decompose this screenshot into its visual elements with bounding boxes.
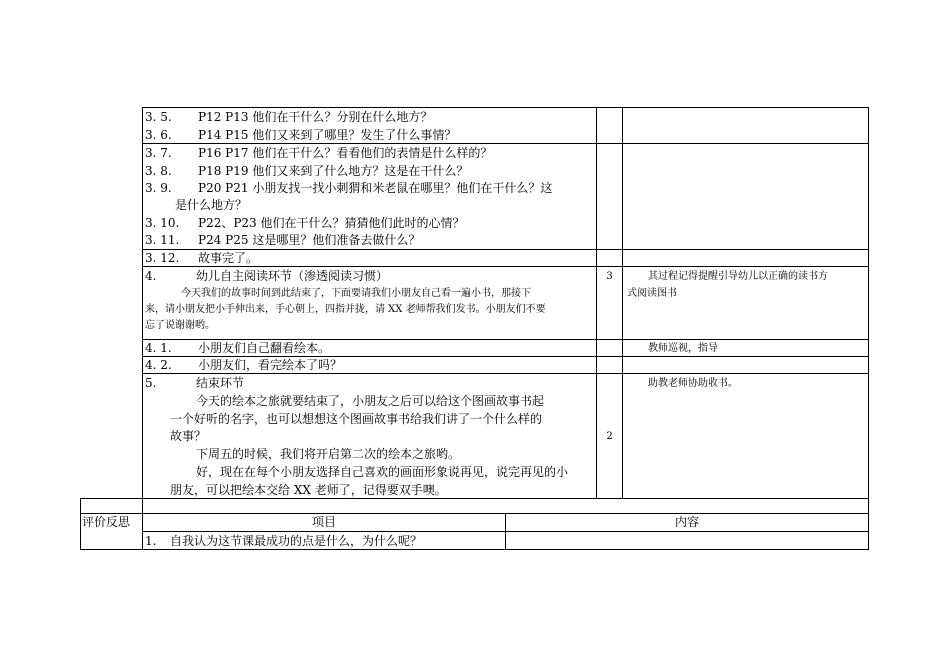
section-paragraph: 故事？ xyxy=(170,429,207,443)
section-paragraph: 今天我们的故事时间到此结束了，下面要请我们小朋友自己看一遍小书，那接下 xyxy=(181,288,531,299)
section-number: 4. xyxy=(145,269,157,283)
section-paragraph: 来，请小朋友把小手伸出来，手心朝上，四指并拢，请 XX 老师帮我们发书。小朋友们不要 xyxy=(145,304,546,315)
step-text: P22、P23 他们在干什么？猜猜他们此时的心情？ xyxy=(198,216,465,230)
section-paragraph: 一个好听的名字，也可以想想这个图画故事书给我们讲了一个什么样的 xyxy=(170,412,543,426)
section-title: 结束环节 xyxy=(196,376,245,390)
teacher-note: 助教老师协助收书。 xyxy=(648,378,738,389)
step-number: 3. 11. xyxy=(145,233,180,247)
section-title: 幼儿自主阅读环节（渗透阅读习惯） xyxy=(196,269,389,283)
step-text: P20 P21 小朋友找一找小刺猬和米老鼠在哪里？他们在干什么？这 xyxy=(198,181,553,195)
step-number: 4. 2. xyxy=(145,358,172,372)
row-divider xyxy=(142,266,869,267)
section-paragraph: 忘了说谢谢哟。 xyxy=(145,320,215,331)
section-paragraph: 好，现在在每个小朋友选择自己喜欢的画面形象说再见，说完再见的小 xyxy=(196,465,569,479)
step-text: P18 P19 他们又来到了什么地方？这是在干什么？ xyxy=(198,164,469,178)
table-top-border xyxy=(142,107,869,108)
row-divider xyxy=(142,373,869,374)
step-number: 3. 7. xyxy=(145,146,172,160)
col-divider xyxy=(142,107,143,550)
column-header-content: 内容 xyxy=(674,515,699,529)
col-divider xyxy=(80,498,81,550)
section-paragraph: 朋友，可以把绘本交给 XX 老师了，记得要双手噢。 xyxy=(170,483,447,497)
step-number: 3. 12. xyxy=(145,251,180,265)
step-text: P16 P17 他们在干什么？看看他们的表情是什么样的？ xyxy=(198,146,493,160)
step-text: P14 P15 他们又来到了哪里？发生了什么事情？ xyxy=(198,128,457,142)
step-number: 3. 9. xyxy=(145,181,172,195)
row-divider xyxy=(142,143,869,144)
step-text: 小朋友们自己翻看绘本。 xyxy=(198,341,331,355)
question-number: 1. xyxy=(145,534,157,548)
step-text-continued: 是什么地方？ xyxy=(175,198,248,212)
section-paragraph: 今天的绘本之旅就要结束了，小朋友之后可以给这个图画故事书起 xyxy=(196,394,545,408)
step-number: 3. 5. xyxy=(145,110,172,124)
time-minutes: 2 xyxy=(606,431,613,442)
step-text: 小朋友们，看完绘本了吗？ xyxy=(198,358,343,372)
step-number: 3. 8. xyxy=(145,164,172,178)
evaluation-label: 评价反思 xyxy=(82,515,131,529)
step-text: P24 P25 这是哪里？他们准备去做什么？ xyxy=(198,233,421,247)
time-minutes: 3 xyxy=(606,271,613,282)
step-text: P12 P13 他们在干什么？分别在什么地方？ xyxy=(198,110,433,124)
col-divider xyxy=(868,107,869,550)
row-divider xyxy=(80,498,869,499)
question-text: 自我认为这节课最成功的点是什么，为什么呢？ xyxy=(170,534,423,548)
teacher-note: 式阅读图书 xyxy=(627,288,677,299)
col-divider xyxy=(622,107,623,498)
teacher-note: 其过程记得提醒引导幼儿以正确的读书方 xyxy=(648,271,828,282)
column-header-item: 项目 xyxy=(311,515,336,529)
section-paragraph: 下周五的时候，我们将开启第二次的绘本之旅哟。 xyxy=(196,447,461,461)
teacher-note: 教师巡视，指导 xyxy=(648,343,718,354)
step-text: 故事完了。 xyxy=(198,251,259,265)
step-number: 4. 1. xyxy=(145,341,172,355)
table-bottom-border xyxy=(80,549,869,550)
step-number: 3. 10. xyxy=(145,216,180,230)
section-number: 5. xyxy=(145,376,157,390)
step-number: 3. 6. xyxy=(145,128,172,142)
